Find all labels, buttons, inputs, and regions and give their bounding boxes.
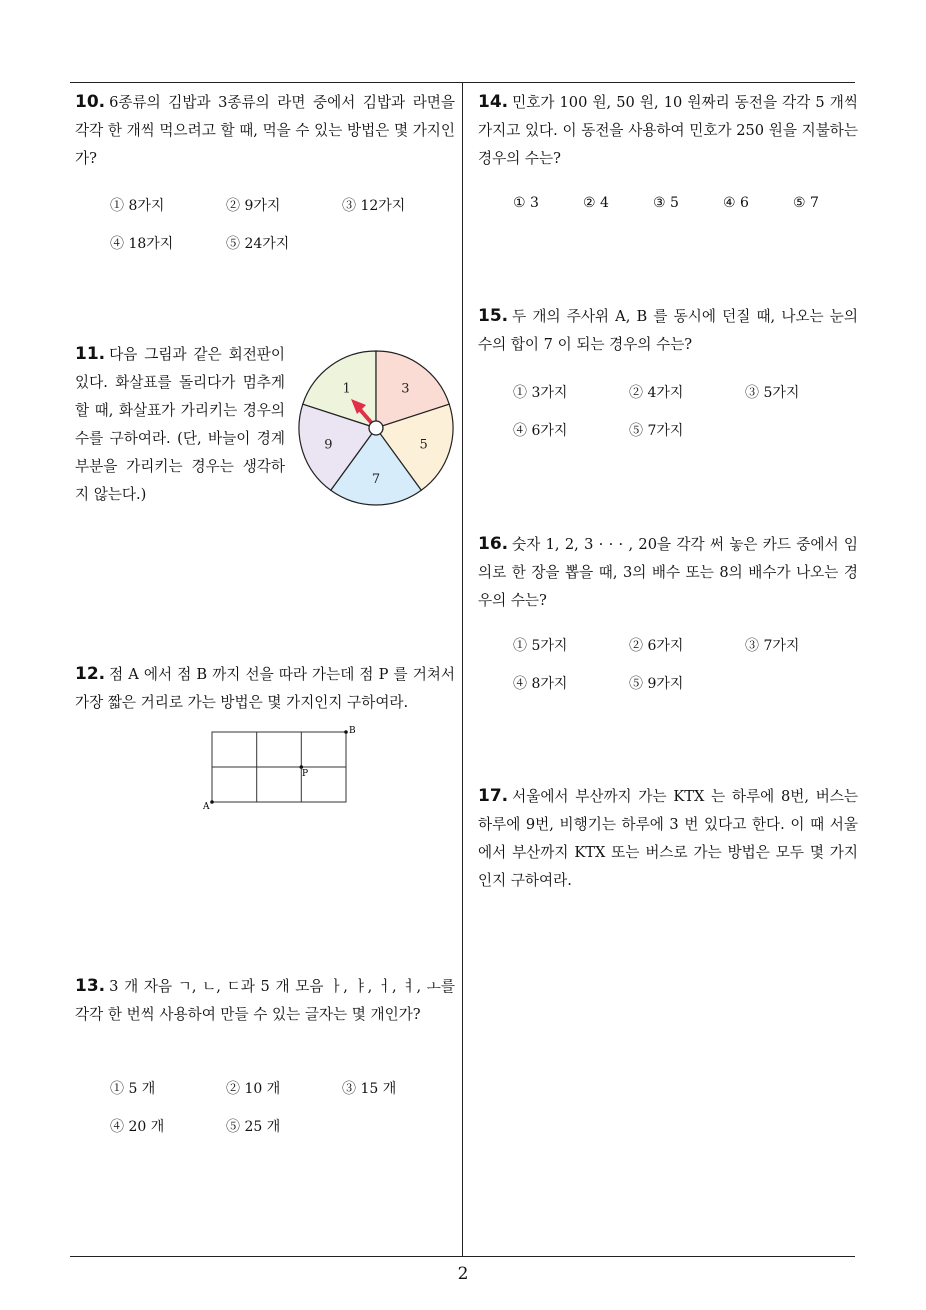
question-17-text: [478, 782, 858, 895]
choice-5[interactable]: ⑤ 24가지: [226, 236, 290, 252]
choice-4[interactable]: ④ 6: [723, 195, 749, 211]
choice-2[interactable]: ② 4가지: [629, 385, 684, 401]
point-p-label: P: [302, 769, 309, 779]
question-16-text: [478, 530, 858, 615]
question-body: 두 개의 주사위 A, B 를 동시에 던질 때, 나오는 눈의 수의 합이 7 이 되는 경우의 수는?: [478, 308, 858, 353]
question-12: [75, 660, 455, 717]
choice-3[interactable]: ③ 12가지: [342, 198, 406, 214]
point-b-dot: [344, 730, 348, 734]
choice-4[interactable]: ④ 18가지: [110, 236, 174, 252]
bottom-rule: [70, 1256, 855, 1257]
choice-4[interactable]: ④ 20 개: [110, 1119, 165, 1135]
choice-4[interactable]: ④ 6가지: [513, 423, 568, 439]
choice-2[interactable]: ② 9가지: [226, 198, 281, 214]
point-a-dot: [210, 800, 214, 804]
choice-3[interactable]: ③ 7가지: [745, 638, 800, 654]
choice-2[interactable]: ② 10 개: [226, 1081, 281, 1097]
question-14: [478, 88, 858, 173]
question-body: 6종류의 김밥과 3종류의 라면 중에서 김밥과 라면을 각각 한 개씩 먹으려고 할 때, 먹을 수 있는 방법은 몇 가지인가?: [75, 94, 455, 167]
choice-1[interactable]: ① 3: [513, 195, 539, 211]
grid-figure: [198, 722, 368, 814]
question-11-text: [75, 340, 285, 509]
question-number: 10.: [75, 92, 106, 112]
question-12-text: [75, 660, 455, 717]
question-17: [478, 782, 858, 895]
choice-3[interactable]: ③ 15 개: [342, 1081, 397, 1097]
spinner-label-1: 1: [342, 381, 351, 397]
spinner-label-3: 3: [401, 381, 410, 397]
question-number: 13.: [75, 976, 106, 996]
choice-2[interactable]: ② 4: [583, 195, 609, 211]
question-15: [478, 302, 858, 359]
choice-1[interactable]: ① 5가지: [513, 638, 568, 654]
choice-3[interactable]: ③ 5: [653, 195, 679, 211]
point-b-label: B: [349, 726, 356, 736]
spinner-hub: [369, 421, 383, 435]
choice-5[interactable]: ⑤ 7가지: [629, 423, 684, 439]
question-10-text: [75, 88, 455, 173]
choice-1[interactable]: ① 3가지: [513, 385, 568, 401]
choice-5[interactable]: ⑤ 25 개: [226, 1119, 281, 1135]
spinner-label-9: 9: [324, 437, 333, 453]
question-number: 15.: [478, 306, 509, 326]
question-number: 11.: [75, 344, 106, 364]
question-number: 16.: [478, 534, 509, 554]
question-body: 점 A 에서 점 B 까지 선을 따라 가는데 점 P 를 거쳐서 가장 짧은 거리로 가는 방법은 몇 가지인지 구하여라.: [75, 666, 455, 711]
question-number: 12.: [75, 664, 106, 684]
question-body: 서울에서 부산까지 가는 KTX 는 하루에 8번, 버스는 하루에 9번, 비행기는 하루에 3 번 있다고 한다. 이 때 서울에서 부산까지 KTX 또는 버스로 가는 방법은 모두 몇 가지인지 구하여라.: [478, 788, 858, 889]
question-15-text: [478, 302, 858, 359]
question-number: 14.: [478, 92, 509, 112]
question-13-text: [75, 972, 455, 1029]
spinner-label-7: 7: [371, 472, 381, 487]
question-16: [478, 530, 858, 615]
choice-2[interactable]: ② 6가지: [629, 638, 684, 654]
question-10: [75, 88, 455, 173]
question-14-text: [478, 88, 858, 173]
choice-1[interactable]: ① 5 개: [110, 1081, 156, 1097]
question-11: [75, 340, 285, 509]
choice-3[interactable]: ③ 5가지: [745, 385, 800, 401]
point-a-label: A: [203, 802, 210, 812]
choice-4[interactable]: ④ 8가지: [513, 676, 568, 692]
page-number: 2: [457, 1264, 469, 1284]
choice-5[interactable]: ⑤ 7: [793, 195, 819, 211]
choice-5[interactable]: ⑤ 9가지: [629, 676, 684, 692]
question-body: 다음 그림과 같은 회전판이 있다. 화살표를 돌리다가 멈추게 할 때, 화살표가 가리키는 경우의 수를 구하여라. (단, 바늘이 경계 부분을 가리키는 경우는 생각하지 않는다.): [75, 346, 285, 503]
column-divider: [462, 82, 463, 1257]
question-body: 3 개 자음 ㄱ, ㄴ, ㄷ과 5 개 모음 ㅏ, ㅑ, ㅓ, ㅕ, ㅗ를 각각 한 번씩 사용하여 만들 수 있는 글자는 몇 개인가?: [75, 978, 455, 1023]
question-body: 숫자 1, 2, 3 · · · , 20을 각각 써 놓은 카드 중에서 임의로 한 장을 뽑을 때, 3의 배수 또는 8의 배수가 나오는 경우의 수는?: [478, 536, 858, 609]
question-number: 17.: [478, 786, 509, 806]
question-13: [75, 972, 455, 1029]
spinner-label-5: 5: [419, 437, 428, 453]
question-body: 민호가 100 원, 50 원, 10 원짜리 동전을 각각 5 개씩 가지고 있다. 이 동전을 사용하여 민호가 250 원을 지불하는 경우의 수는?: [478, 94, 858, 167]
choice-1[interactable]: ① 8가지: [110, 198, 165, 214]
spinner-figure: [296, 348, 460, 512]
